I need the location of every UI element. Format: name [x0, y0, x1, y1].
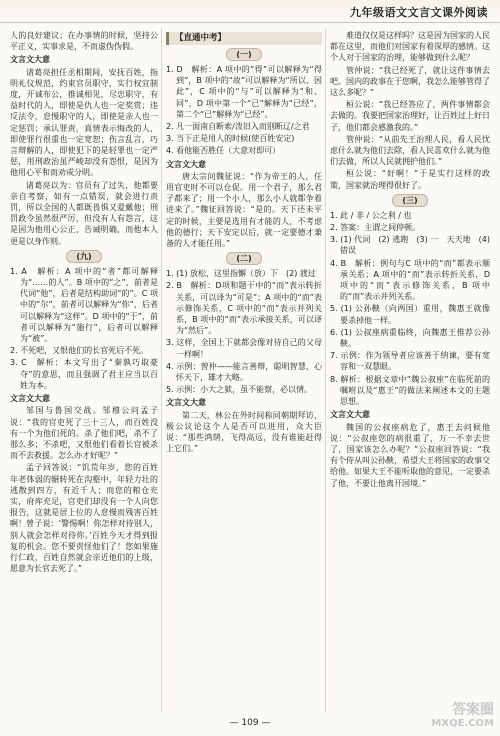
subheading: 文言文大意: [10, 394, 50, 404]
watermark-line-1: 答案圈: [452, 702, 494, 718]
answer-item: 2. 答案：主谓之间停顿。: [330, 223, 421, 233]
column-divider: [325, 28, 326, 712]
column-left: [10, 30, 158, 710]
answer-item: 1. A 解析：A 项中的“者”都可解释为“……的人”。B 项中的“之”，前者是代词“他”，后者是结构助词“的”。C 项中的“尔”，前者可以解释为“你”，后者可以解释为“这样”。D 项中的“于”，前者可以解释为“施行”，后者可以解释为“被”。: [10, 266, 158, 344]
paragraph: 管仲说：“从前先王治理人民，看人民忧虑什么就为他们去除，看人民喜欢什么就为他们去做，所以人民就拥护他们。”: [330, 134, 490, 167]
page-header: [0, 0, 500, 23]
paragraph: 邹国与鲁国交战。邹穆公问孟子说：“我的官吏死了三十三人，而百姓没有一个为他们死的。杀了他们吧，杀不了那么多；不杀吧，又恨他们看着长官被杀而不去救援。怎么办才好呢？”: [10, 406, 158, 461]
paragraph: 桓公说：“我已经答应了，两件事情都会去做的。我要把国家治理好，让百姓过上好日子，他们都会感激我的。”: [330, 100, 490, 132]
header-title: 九年级语文文言文课外阅读: [350, 6, 488, 19]
answer-item: 3. (1) 代词 (2) 逃跑 (3) 一 天天地 (4) 错误: [330, 235, 490, 256]
answer-item: 1. 此 / 非 / 公之利 / 也: [330, 210, 412, 220]
paragraph: 难道仅仅是这样吗？这是因为国家的人民都在这里，而他们对国家有着深厚的感情。这个人对于国家的治理，能够做到什么呢？: [330, 31, 490, 63]
answer-item: 3. 当下正是用人的时候(使百姓安定): [166, 134, 295, 144]
paragraph: 人的良好建议；在办事情的时候，坚持公平正义，实事求是，不而虚伪伪假。: [10, 31, 158, 52]
answer-item: 5. (1) 公孙鞅（向两国）重用，魏惠王就像要杀掉他一样。: [330, 304, 490, 325]
answer-item: 1. (1) 放松，这里指懈（放）下 (2) 渡过: [166, 269, 316, 279]
section-marker: (一): [226, 48, 262, 61]
answer-item: 6. (1) 公叔座病重临终，向魏惠王推荐公孙鞅。: [330, 327, 490, 349]
paragraph: 诸葛亮担任丞相期间，安抚百姓，指明礼仪规范，约束官员职守，实行权宜制度，开诚布公，推诚相见，尽忠职守，有益时代的人，即使是仇人也一定奖赏；违反法令，怠慢职守的人，即使是亲人也一定惩罚；承认罪责，真情表示悔改的人，即使罪行很重也一定宽恕；伤言乱言，巧言辩解的人，即使犯下的是轻罪也一定严惩，用刑政治虽严峻却没有怨恨，是因为他用心平和而劝戒分明。: [10, 67, 158, 178]
paragraph: 桓公说：“好啊！”于是实行这样的政策，国家就治理得很好了。: [330, 169, 490, 190]
subheading: 文言文大意: [166, 159, 206, 169]
column-divider: [161, 28, 162, 712]
answer-item: 2. 不死吧，又恨他们的长官死后不死。: [10, 346, 149, 356]
answer-item: 7. 示例：作为领导者应该善于纳谏，要有宽容和一双慧眼。: [330, 351, 490, 372]
paragraph: 诸葛亮以为：官员有了过失，他都要亲自考察，如有一点错误，就会进行责罚，所以全国的人都既畏惧又爱戴他；刑罚政令虽然很严厉，但没有人有怨言，这是因为他用心公正，告诫明确，而他本人更是以身作则。: [10, 180, 158, 246]
column-middle: [166, 30, 322, 710]
answer-item: 3. C 解析：本文写出了“秦孰巧取豪夺”的意思，而且强调了君主应当以百姓为本。: [10, 358, 158, 390]
paragraph: 唐太宗问魏征说：“作为帝王的人，任用官吏时不可以仓促。用一个君子，那么君子都来了；用一个小人，那么小人就都争着进来了。”魏征回答说：“是的。天下还未平定的时候，主要是选用有才能的人，不考虑他的德行；天下安定以后，就一定要德才兼备的人才能任用。”: [166, 171, 322, 249]
subheading: 文言文大意: [330, 410, 370, 420]
answer-item: 3. 这样，全国上下就都会像对待自己的父母一样啊！: [166, 338, 322, 359]
watermark-logo: [408, 702, 494, 732]
paragraph: 管仲说：“我已经死了，就让这件事情去吧。国内的政事在于您啊，我怎么能够管得了这么多呢？”: [330, 65, 490, 98]
answer-item: 4. 示例：曾仲——能言善辩，聪明智慧，心怀天下，雄才大略。: [166, 361, 322, 383]
page-number: — 109 —: [229, 718, 271, 728]
answer-item: 4. B 解析：例句与C 项中的“而”都表示顺承关系；A 项中的“而”表示转折关系，D 项中的“而”表示修饰关系，B 项中的“而”表示并列关系。: [330, 258, 490, 302]
paragraph: 第二天，林公在外时间称同朝期拜访，极公议论这个人是否可以进用，众大臣说：“那些鸿鹄，飞得高远，没有谁能赶得上它们。”: [166, 410, 322, 454]
watermark-line-2: MXQE.COM: [431, 718, 494, 729]
answer-item: 2. 凡一面南自断索/泼旧入而别断辽/之君: [166, 122, 310, 132]
section-marker: (三): [392, 194, 428, 207]
subheading: 文言文大意: [10, 55, 50, 65]
subheading: 文言文大意: [166, 398, 206, 408]
column-right: [330, 30, 490, 710]
answer-item: 4. 看他能否胜任（大意对即可）: [166, 146, 281, 156]
paragraph: 孟子回答说：“饥荒年岁，您的百姓年老体弱的辗转死在沟壑中，年轻力壮的逃散到四方，有近千人；而您的粮仓充实，府库充足，官吏们却没有一个人向您报告，这就是居上位的人怠慢而残害百姓啊！曾子说：‘警惕啊！你怎样对待别人，别人就会怎样对待你。’百姓今天才得到报复的机会。您不要责怪他们了！您如果施行仁政，百姓自然就会亲近他们的上级，愿意为长官去死了。”: [10, 463, 158, 574]
section-marker: (二): [226, 252, 262, 265]
answer-item: 5. 示例：小大之狱，虽不能察，必以情。: [166, 385, 313, 395]
section-marker: (九): [66, 250, 102, 263]
answer-item: 1. D 解析：A 项中的“得”可以解释为“得到”，B 项中的“故”可以解释为“所以、因此”，C 项中的“与”可以解释为“和、同”，D 项中第一个“已”解释为“已经”，第二个“已”解释为“已经”。: [166, 65, 322, 119]
paragraph: 魏国的公叔座病危了，惠王去问候他说：“公叔座您的病很重了，万一不幸去世了，国家该怎么办呢？”公叔座回答说：“我有个侍从叫公孙鞅，希望大王将国家的政事交给他。如果大王不能听取他的意见，一定要杀了他，不要让他离开国境。”: [330, 422, 490, 488]
section-heading-bar: 【直通中考】: [166, 32, 322, 45]
answer-item: 8. 解析：根据文章中“魏公叔座”在临死前的嘱咐以及“惠王”的做法来阐述本文的主题思想。: [330, 374, 490, 407]
answer-item: 2. B 解析：D项和题干中的“而”表示转折关系，可以译为“可是”；A 项中的“而”表示修饰关系，C 项中的“而”表示并列关系，B 项中的“而”表示承接关系，可以译为“然后”。: [166, 281, 322, 336]
